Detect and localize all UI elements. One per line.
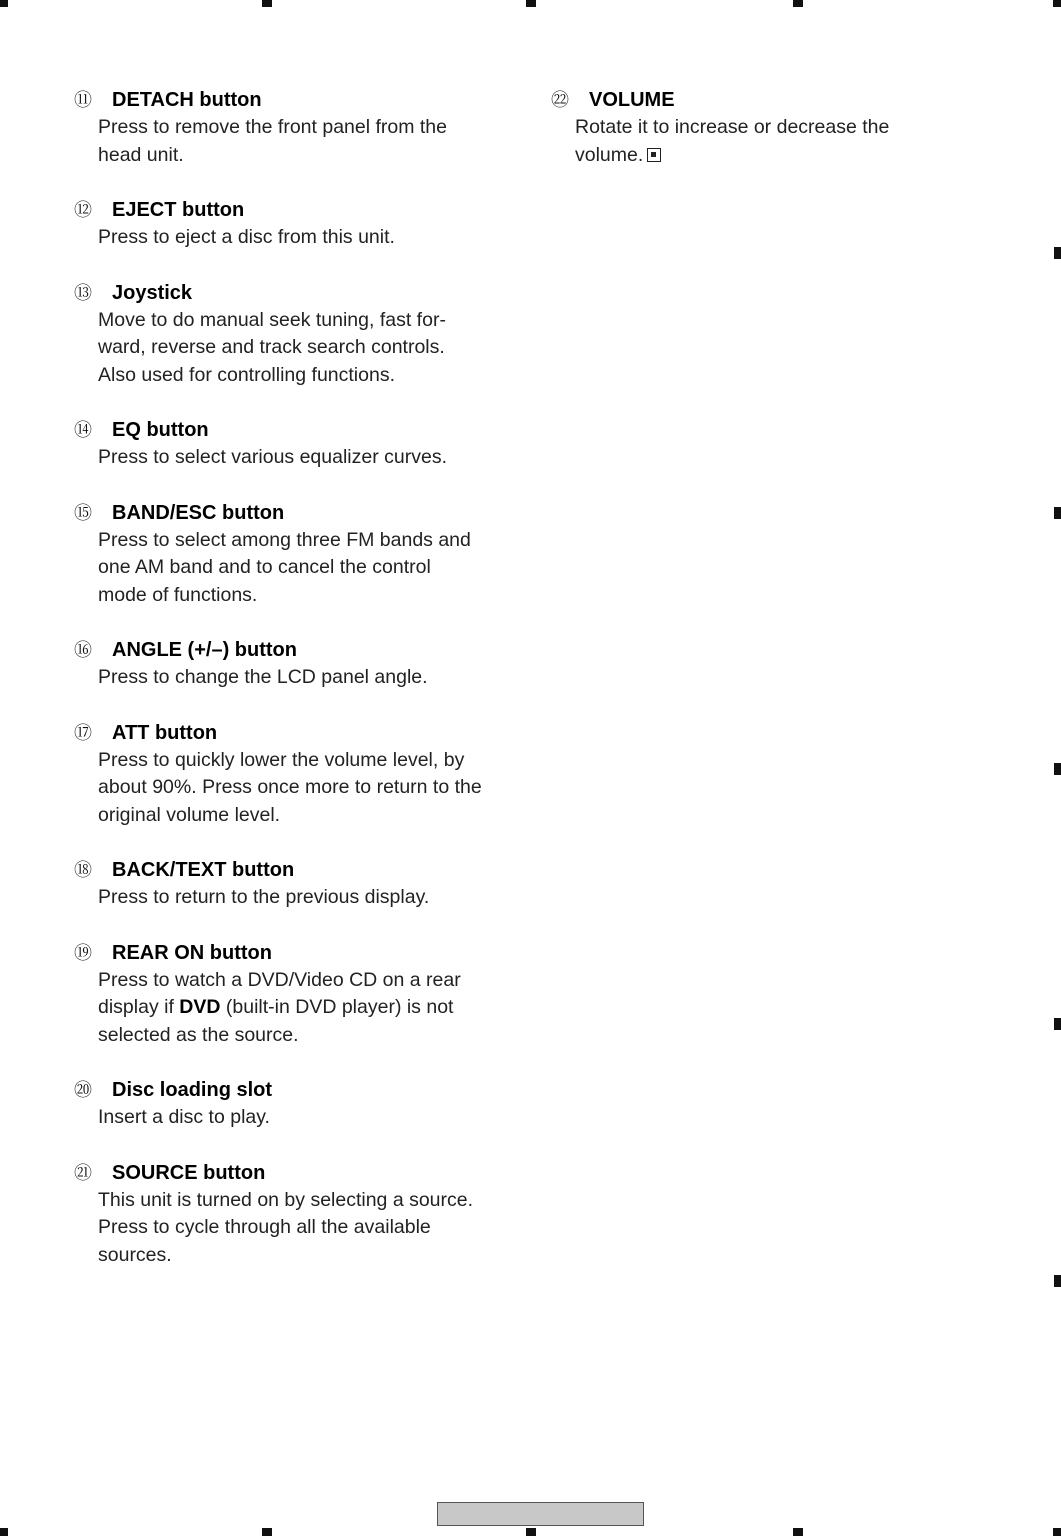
registration-mark xyxy=(793,1528,803,1536)
item-description: Press to eject a disc from this unit. xyxy=(98,226,395,248)
description-text: Rotate it to increase or decrease the volume. xyxy=(575,116,890,166)
item-description: Move to do manual seek tuning, fast for- ward, reverse and track search controls. Also used for controlling functions. xyxy=(98,308,446,386)
description-text: (built-in DVD player) is not selected as the source. xyxy=(98,996,454,1046)
item-title: VOLUME xyxy=(589,89,675,111)
item-number: ⑪ xyxy=(74,90,92,111)
item-title: ATT button xyxy=(112,721,218,744)
item-description: Press to remove the front panel from the head unit. xyxy=(98,116,448,166)
item-description: Insert a disc to play. xyxy=(98,1106,270,1128)
item-number: ⑰ xyxy=(74,722,92,744)
item-eq-button xyxy=(74,416,524,472)
registration-mark xyxy=(262,1528,272,1536)
item-title: REAR ON button xyxy=(112,941,272,964)
registration-mark xyxy=(526,1528,536,1536)
item-title: DETACH button xyxy=(112,89,262,111)
item-number: ⑮ xyxy=(74,502,92,524)
item-title: ANGLE (+/–) button xyxy=(112,639,297,661)
item-title: EJECT button xyxy=(112,199,245,221)
item-att-button xyxy=(74,719,524,830)
item-title: SOURCE button xyxy=(112,1161,266,1184)
item-eject-button xyxy=(74,196,524,252)
item-number: ⑭ xyxy=(74,420,92,441)
page-footer-box xyxy=(437,1502,644,1526)
registration-mark xyxy=(0,1528,8,1536)
item-description: Press to select various equalizer curves. xyxy=(98,446,447,468)
item-number: ⑬ xyxy=(74,282,92,304)
item-volume xyxy=(551,86,1001,169)
item-disc-loading-slot xyxy=(74,1076,524,1132)
item-angle-button xyxy=(74,636,524,692)
registration-mark xyxy=(0,0,8,7)
registration-mark xyxy=(793,0,803,7)
item-title: Disc loading slot xyxy=(112,1079,273,1101)
registration-mark xyxy=(1054,1018,1061,1030)
description-text: Press to watch a DVD/Video CD on a rear display if xyxy=(98,968,461,1018)
item-back-text-button xyxy=(74,856,524,912)
registration-mark xyxy=(1053,1528,1061,1536)
registration-mark xyxy=(1054,763,1061,775)
item-description: Press to quickly lower the volume level, by about 90%. Press once more to return to the original volume level. xyxy=(98,748,482,826)
item-number: ⑯ xyxy=(74,640,92,661)
item-description xyxy=(98,967,524,1050)
left-column xyxy=(74,86,524,1296)
registration-mark xyxy=(1053,0,1061,7)
item-number: ⑲ xyxy=(74,942,92,964)
item-number: ㉑ xyxy=(74,1162,92,1184)
item-title: Joystick xyxy=(112,281,193,304)
registration-mark xyxy=(1054,1275,1061,1287)
item-description: Press to return to the previous display. xyxy=(98,886,430,908)
registration-mark xyxy=(1054,507,1061,519)
item-description xyxy=(575,114,1001,169)
item-number: ⑱ xyxy=(74,860,92,881)
item-title: BAND/ESC button xyxy=(112,501,285,524)
item-detach-button xyxy=(74,86,524,169)
item-number: ⑫ xyxy=(74,200,92,221)
item-number: ㉒ xyxy=(551,90,569,111)
item-description: This unit is turned on by selecting a source. Press to cycle through all the available sources. xyxy=(98,1188,474,1266)
item-description: Press to change the LCD panel angle. xyxy=(98,666,428,688)
right-column xyxy=(551,86,1001,196)
registration-mark xyxy=(1054,247,1061,259)
registration-mark xyxy=(262,0,272,7)
item-band-esc-button xyxy=(74,499,524,610)
item-rear-on-button xyxy=(74,939,524,1050)
item-number: ⑳ xyxy=(74,1080,92,1101)
item-title: EQ button xyxy=(112,419,209,441)
item-title: BACK/TEXT button xyxy=(112,859,295,881)
item-source-button xyxy=(74,1159,524,1270)
registration-mark xyxy=(526,0,536,7)
end-mark-icon xyxy=(647,148,661,162)
item-description: Press to select among three FM bands and one AM band and to cancel the control mode of functions. xyxy=(98,528,471,606)
item-joystick xyxy=(74,279,524,390)
description-bold-text: DVD xyxy=(179,996,221,1018)
